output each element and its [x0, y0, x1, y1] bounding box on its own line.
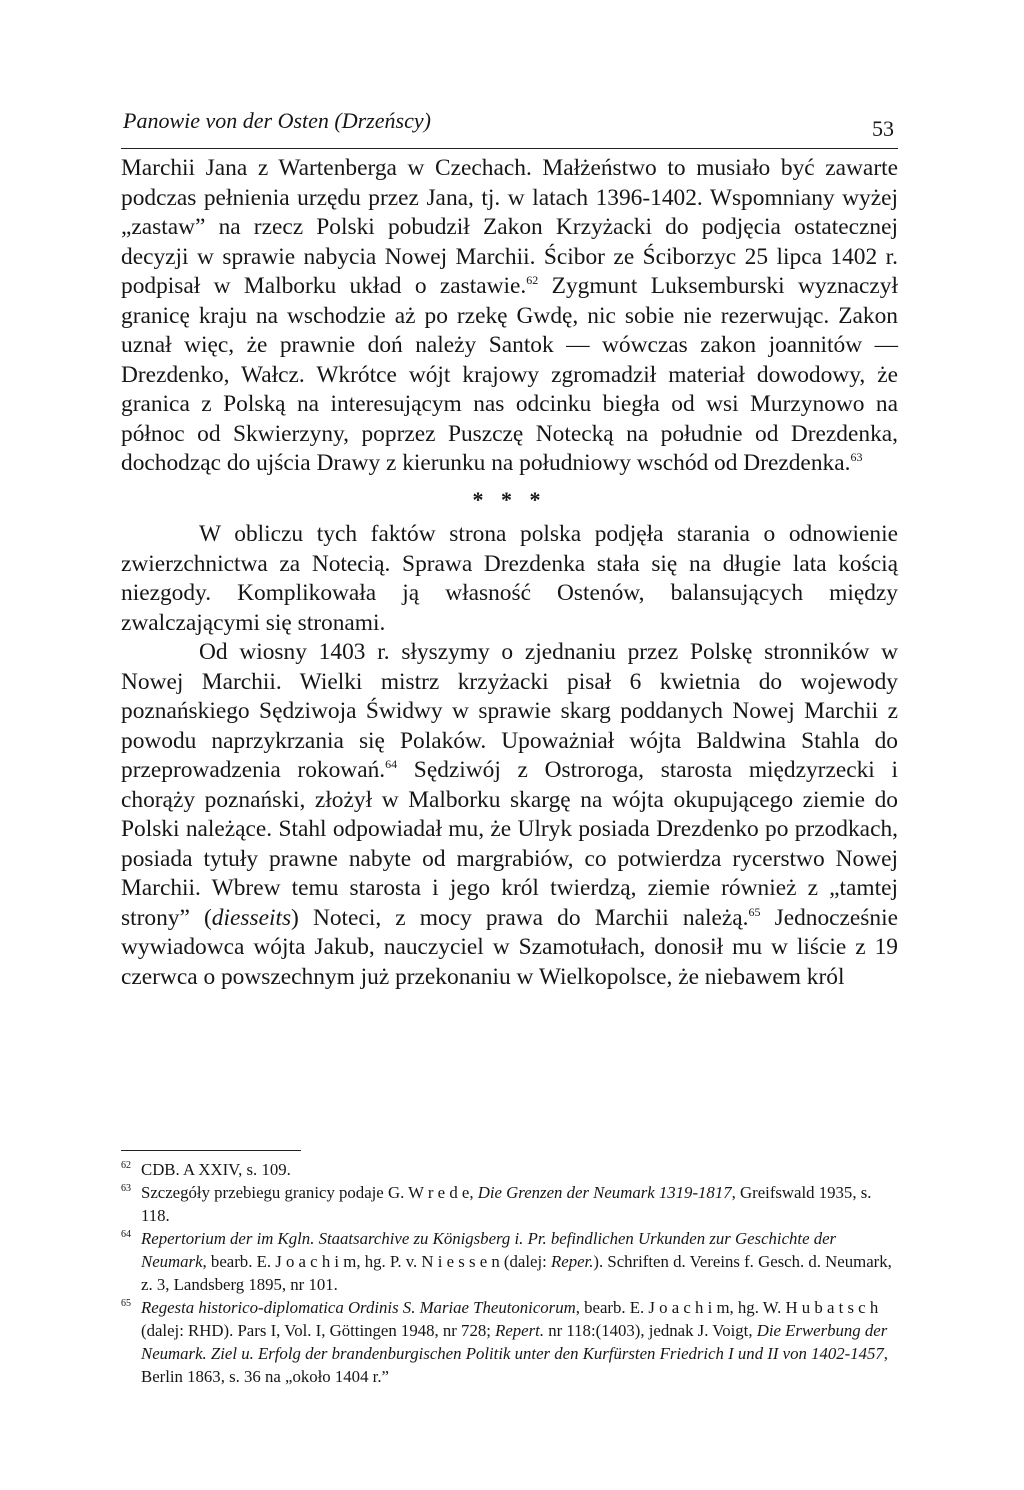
running-title: Panowie von der Osten (Drzeńscy): [123, 108, 431, 133]
paragraph-3-part-c: ) Noteci, z mocy prawa do Marchii należą.: [291, 904, 749, 931]
footnote-number: 65: [121, 1298, 131, 1309]
footnote-text: , Berlin 1863, s. 36 na „około 1404 r.”: [141, 1344, 888, 1386]
footnote-ref-64: 64: [385, 757, 398, 772]
footnote-text: , Greifswald 1935, s. 118.: [141, 1183, 872, 1225]
footnote-ref-63: 63: [850, 450, 863, 465]
footnote-text: CDB. A XXIV, s. 109.: [141, 1160, 291, 1179]
footnote-text: ). Schriften d. Vereins f. Gesch. d. Neumark, z. 3, Landsberg 1895, nr 101.: [141, 1252, 892, 1294]
footnote-64: [121, 1227, 898, 1296]
paragraph-3-italic-term: diesseits: [211, 904, 292, 931]
footnote-number: 63: [121, 1183, 131, 1194]
footnotes: [121, 1158, 898, 1388]
footnote-title: Die Erwerbung der Neumark. Ziel u. Erfolg der brandenburgischen Politik unter den Kurfürsten Friedrich I und II von 1402-1457: [141, 1321, 888, 1363]
footnote-63: [121, 1181, 898, 1227]
section-separator: * * *: [472, 486, 547, 512]
page-number: 53: [872, 116, 894, 141]
main-text: [121, 154, 898, 992]
footnote-text: , bearb. E. J o a c h i m, hg. W. H u b a t s c h (dalej: RHD). Pars I, Vol. I, Göttingen 1948, nr 728;: [141, 1298, 879, 1340]
footnote-title: Die Grenzen der Neumark 1319-1817: [477, 1183, 732, 1202]
paragraph-2: W obliczu tych faktów strona polska podjęła starania o odnowienie zwierzchnictwa za Notecią. Sprawa Drezdenka stała się na długie lata kością niezgody. Komplikowała ją własność Ostenów, balansujących między zwalczającymi się stronami.: [121, 521, 898, 636]
footnote-abbrev: Reper.: [551, 1252, 594, 1271]
footnote-number: 62: [121, 1160, 131, 1171]
footnote-text: nr 118:(1403), jednak J. Voigt,: [544, 1321, 757, 1340]
footnote-text: Szczegóły przebiegu granicy podaje G. W r e d e,: [141, 1183, 478, 1202]
page-header: [121, 108, 898, 149]
paragraph-1-part-b: Zygmunt Luksemburski wyznaczył granicę kraju na wschodzie aż po rzekę Gwdę, nic sobie nie rezerwując. Zakon uznał więc, że prawnie doń należy Santok — wówczas zakon joannitów — Drezdenko, Wałcz. Wkrótce wójt krajowy zgromadził materiał dowodowy, że granica z Polską na interesującym nas odcinku biegła od wsi Murzynowo na północ od Skwierzyny, poprzez Puszczę Notecką na południe od Drezdenka, dochodząc do ujścia Drawy z kierunku na południowy wschód od Drezdenka.: [121, 273, 898, 476]
footnote-text: , bearb. E. J o a c h i m, hg. P. v. N i e s s e n (dalej:: [202, 1252, 551, 1271]
footnote-abbrev: Repert.: [495, 1321, 545, 1340]
footnote-ref-62: 62: [526, 273, 539, 288]
footnote-divider: [121, 1150, 301, 1151]
paragraph-3-part-b: Sędziwój z Ostroroga, starosta międzyrzecki i chorąży poznański, złożył w Malborku skargę na wójta okupującego ziemie do Polski należące. Stahl odpowiadał mu, że Ulryk posiada Drezdenko po przodkach, posiada tytuły prawne nabyte od margrabiów, co potwierdza rycerstwo Nowej Marchii. Wbrew temu starosta i jego król twierdzą, ziemie również z „tamtej strony” (: [121, 757, 898, 931]
footnote-title: Repertorium der im Kgln. Staatsarchive zu Königsberg i. Pr. befindlichen Urkunden zur Geschichte der Neumark: [141, 1229, 837, 1271]
paragraph-3: [121, 638, 898, 992]
paragraph-1-part-a: Marchii Jana z Wartenberga w Czechach. Małżeństwo to musiało być zawarte podczas pełnienia urzędu przez Jana, tj. w latach 1396-1402. Wspomniany wyżej „zastaw” na rzecz Polski pobudził Zakon Krzyżacki do podjęcia ostatecznej decyzji w sprawie nabycia Nowej Marchii. Ścibor ze Ściborzyc 25 lipca 1402 r. podpisał w Malborku układ o zastawie.: [121, 155, 898, 299]
footnote-number: 64: [121, 1229, 131, 1240]
footnote-ref-65: 65: [748, 904, 761, 919]
paragraph-1: [121, 154, 898, 479]
footnote-62: [121, 1158, 898, 1181]
paragraph-3-part-d: Jednocześnie wywiadowca wójta Jakub, nauczyciel w Szamotułach, donosił mu w liście z 19 czerwca o powszechnym już przekonaniu w Wielkopolsce, że niebawem król: [121, 904, 898, 990]
footnote-title: Regesta historico-diplomatica Ordinis S. Mariae Theutonicorum: [141, 1298, 576, 1317]
footnote-65: [121, 1296, 898, 1388]
paragraph-3-part-a: Od wiosny 1403 r. słyszymy o zjednaniu przez Polskę stronników w Nowej Marchii. Wielki mistrz krzyżacki pisał 6 kwietnia do wojewody poznańskiego Sędziwoja Świdwy w sprawie skarg poddanych Nowej Marchii z powodu naprzykrzania się Polaków. Upoważniał wójta Baldwina Stahla do przeprowadzenia rokowań.: [121, 639, 898, 783]
